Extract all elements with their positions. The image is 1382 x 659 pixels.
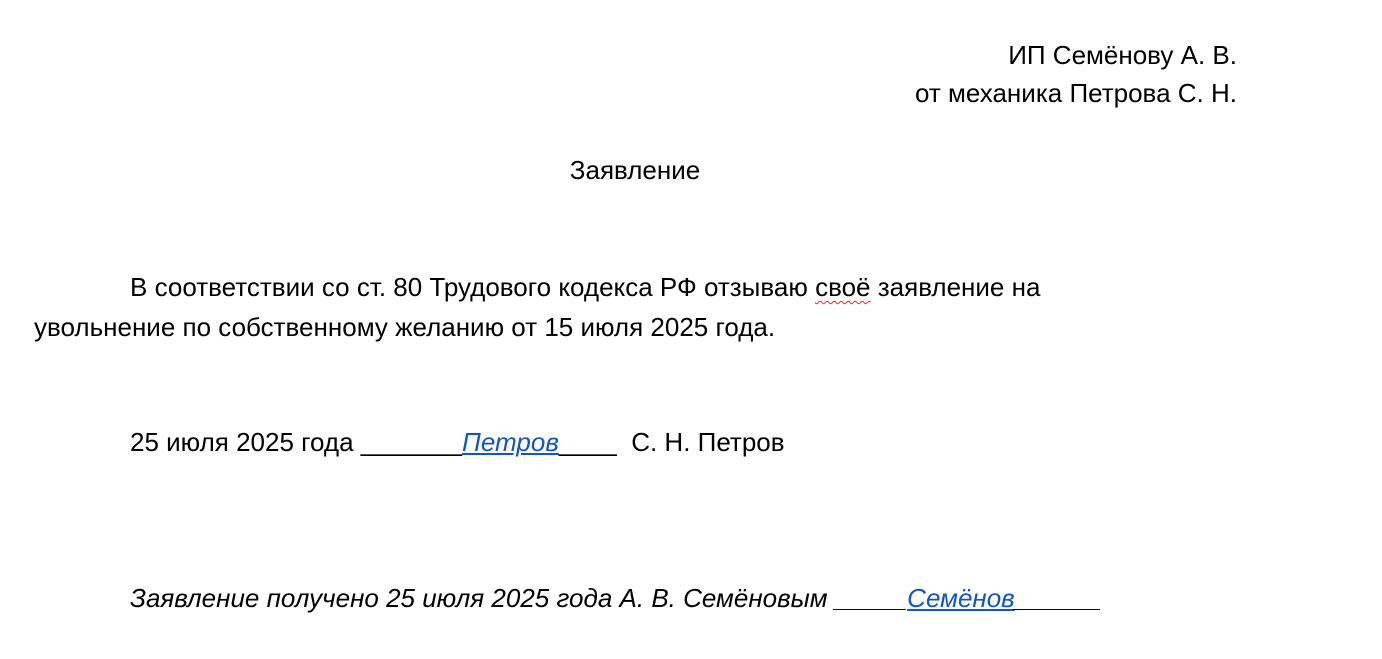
body-text: заявление на <box>870 272 1041 302</box>
recipient-line: ИП Семёнову А. В. <box>1008 40 1237 70</box>
body-line-2: увольнение по собственному желанию от 15 июля 2025 года. <box>34 312 776 342</box>
signature-line <box>130 427 785 457</box>
employee-signature-link[interactable]: Петров <box>462 427 559 457</box>
receipt-blank: ______ <box>1014 583 1102 613</box>
receipt-blank: _____ <box>834 583 908 613</box>
signature-blank: _______ <box>360 427 463 457</box>
body-line-1 <box>130 272 1040 302</box>
misspelled-word[interactable]: своё <box>815 272 871 302</box>
signature-blank: ____ <box>558 427 617 457</box>
receipt-text: Заявление получено 25 июля 2025 года А. В. Семёновым <box>130 583 835 613</box>
employer-signature-link[interactable]: Семёнов <box>907 583 1015 613</box>
receipt-line <box>130 583 1102 613</box>
signature-date: 25 июля 2025 года <box>130 427 361 457</box>
document-title: Заявление <box>569 155 701 185</box>
sender-line: от механика Петрова С. Н. <box>914 78 1237 108</box>
body-text: В соответствии со ст. 80 Трудового кодекса РФ отзываю <box>130 272 816 302</box>
employee-name: С. Н. Петров <box>616 427 785 457</box>
